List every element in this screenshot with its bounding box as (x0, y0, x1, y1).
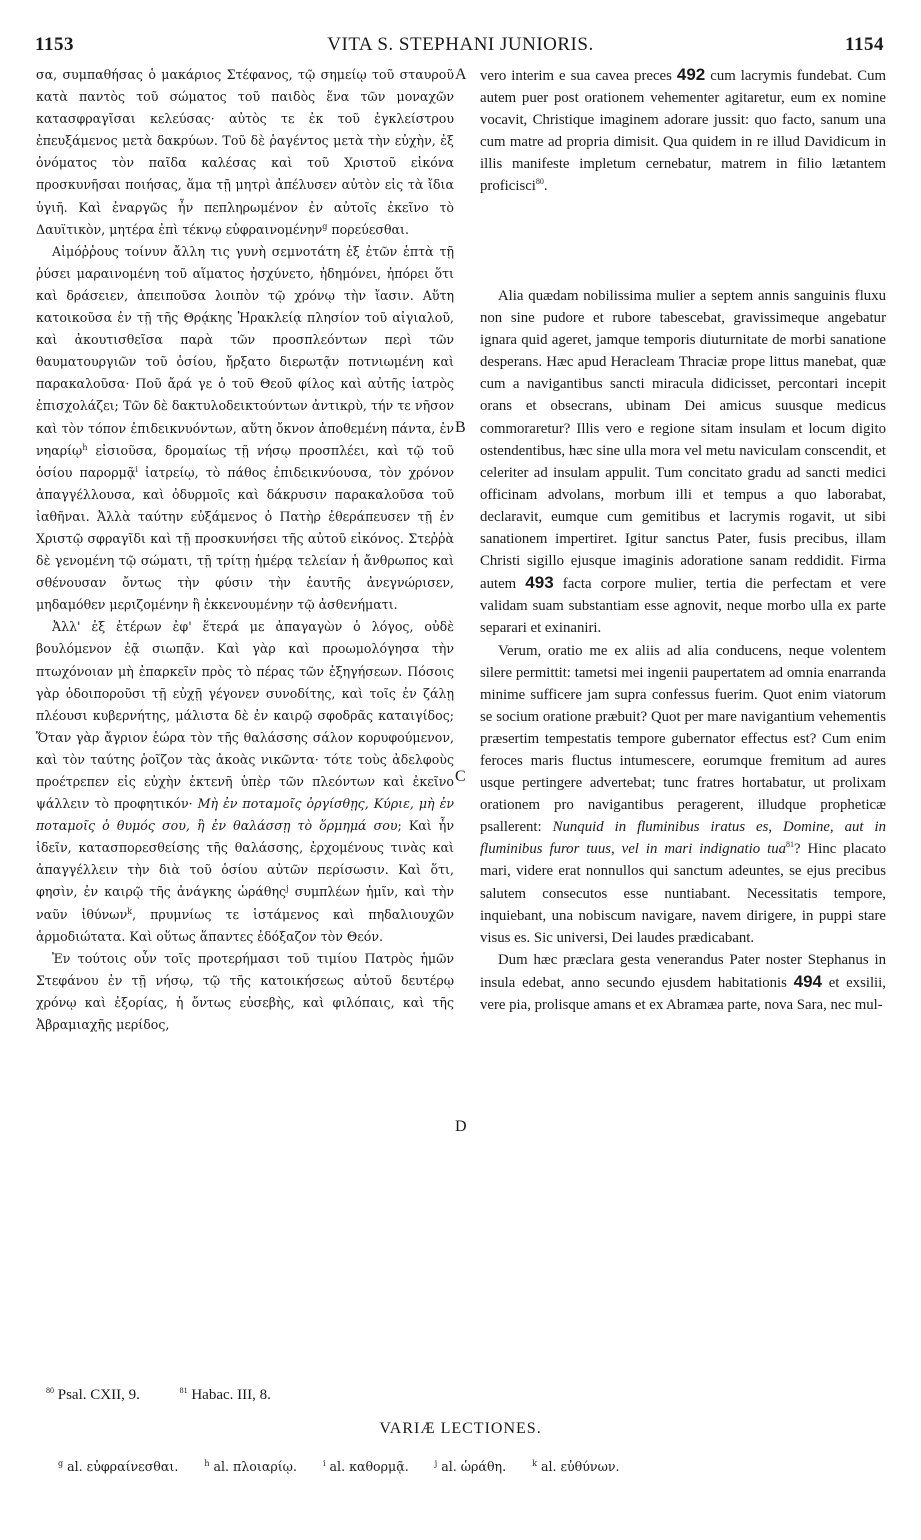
footnote: $^{81}$ Habac. III, 8. (179, 1386, 271, 1403)
latin-paragraph: Verum, oratio me ex aliis ad alia conducens, neque volentem silere permittit: tametsi mei ingenii paupertatem ad omnia enarranda minime sufficere jam supra confessus fuerim. Quot enim viatorum se socium oratione præbuit? Quot per mare navigantium vehementis præsertim tempestatis tempore gubernator effectus est? Cum enim feroces maris fluctus intumescere, eorumque fremitum ad aures usque pertingere advertebat; tunc fratres hortabatur, ut prolixam orationem pro navigantibus peragerent, illudque propheticæ psallerent: Nunquid in fluminibus iratus es, Domine, aut in fluminibus furor tuus, vel in mari indignatio tua$^{81}$? Hinc placato mari, videre erat nonnullos qui sanctum adeuntes, se ejus precibus salutem consecutos esse nuntiabant. Necessitatis tempore, inquiebant, una nobiscum navigare, navem dirigere, in puppi stare visus es. Sic universi, Dei laudes prædicabant. (480, 642, 886, 946)
section-marker-a: A (455, 66, 467, 83)
greek-paragraph: σα, συμπαθήσας ὁ μακάριος Στέφανος, τῷ σημείῳ τοῦ σταυροῦ κατὰ παντὸς τοῦ σώματος τοῦ παιδὸς ἕνα τῶν μοναχῶν κατασφραγῖσαι κελεύσας· αὐτὸς τε ἐκ τοῦ ἐγκλείστρου ἐπευξάμενος μετὰ δακρύων. Τοῦ δὲ ῥαγέντος μετὰ τὴν εὐχὴν, ἐξ ὀνόματος τὸν παῖδα καλέσας καὶ τοῦ Χριστοῦ εἰκόνα προσκυνῆσαι ποιήσας, ἅμα τῇ μητρὶ ἀπέλυσεν αὐτὸν εἰς τὰ ἴδια ὑγιῆ. Καὶ ἐναργῶς ἦν πεπληρωμένον ἐν αὐτοῖς ἐκεῖνο τὸ Δαυϊτικὸν, μητέρα ἐπὶ τέκνῳ εὐφραινομένην$^g$ πορεύεσθαι. (36, 67, 454, 237)
greek-column (36, 64, 454, 1036)
variant-mark: k (127, 906, 133, 916)
variant-reading: $^g$ al. εὐφραίνεσθαι. (58, 1458, 179, 1474)
column-number: 493 (525, 573, 554, 593)
running-title: VITA S. STEPHANI JUNIORIS. (327, 34, 594, 55)
latin-column-main (480, 285, 886, 1016)
latin-paragraph: vero interim e sua cavea preces 492 cum lacrymis fundebat. Cum autem puer post orationem vehementer agitaretur, eum ex nomine vocavit, Christique imaginem adorare jussit: quo facto, sanum una cum matre ad propria dimisit. Qua quidem in re illud Davidicum in illis manifeste impletum cernebatur, matrem in filio lætantem proficisci$^{80}$. (480, 65, 886, 195)
footnote-mark: 81 (786, 840, 794, 850)
variant-mark: g (322, 221, 328, 231)
variant-mark: i (135, 464, 138, 474)
greek-paragraph: Ἐν τούτοις οὖν τοῖς προτερήμασι τοῦ τιμίου Πατρὸς ἡμῶν Στεφάνου ἐν τῇ νήσῳ, τῷ τῆς κατοικήσεως αὐτοῦ δευτέρῳ χρόνῳ καὶ ἐξορίας, ἡ ὄντως εὐσεβὴς, καὶ φιλόπαις, καὶ τῆς Ἀβραμιαχῆς μερίδος, (36, 950, 454, 1033)
section-marker-c: C (455, 768, 466, 785)
footnote: $^{80}$ Psal. CXII, 9. (46, 1386, 140, 1403)
section-marker-d: D (455, 1118, 467, 1135)
footnote-mark: 80 (535, 177, 544, 187)
latin-paragraph: Dum hæc præclara gesta venerandus Pater noster Stephanus in insula edebat, anno secundo ejusdem habitationis 494 et exsilii, vere pia, prolisque amans et ex Abramæa parte, nova Sara, nec mul- (480, 951, 886, 1013)
greek-paragraph: Αἱμόῤῥους τοίνυν ἄλλη τις γυνὴ σεμνοτάτη ἐξ ἐτῶν ἑπτὰ τῇ ῥύσει μαραινομένη τοῦ αἵματος ἠσχύνετο, ἠδημόνει, ἠπόρει ὅτι καὶ δράσειεν, ἀπειποῦσα λοιπὸν τῷ χρόνῳ τὴν ἴασιν. Αὕτη κατοικοῦσα ἐν τῇ τῆς Θρᾴκης Ἡρακλείᾳ πλησίον τοῦ αἰγιαλοῦ, καὶ ἀκουτισθεῖσα παρὰ τῶν προσπλεόντων περὶ τῶν θαυματουργιῶν τοῦ ὁσίου, ἤρξατο διερωτᾷν ποτνιωμένη καὶ παρακαλοῦσα· Ποῦ ἄρά γε ὁ τοῦ Θεοῦ φίλος καὶ αὐτῆς ἰατρὸς ἐπισχολάζει; Τῶν δὲ δακτυλοδεικτούντων ἀντικρὺ, τήν τε νῆσον καὶ τὸν τόπον ἐπιδεικνυόντων, αὕτη ὄκνον ἀποθεμένη πάντα, ἐν νηαρίῳ$^h$ εἰσιοῦσα, δρομαίως τῇ νήσῳ προσπλέει, καὶ τῷ τοῦ ὁσίου παρορμᾷ$^i$ ἰατρείῳ, τὸ πάθος ἐπιδεικνύουσα, τὸν χρόνον ἀπαγγέλλουσα, καὶ ὀδυρμοῖς καὶ δάκρυσιν παρακαλοῦσα τοῦ ἰαθῆναι. Ἀλλὰ ταύτην εὐξάμενος ὁ Πατὴρ ἐθεράπευσεν τῇ ἐν Χριστῷ σφραγῖδι καὶ τῇ προσκυνήσει τῆς αὐτοῦ εἰκόνος. Στεῤῥὰ δὲ γενομένη τῷ σώματι, τῇ τρίτῃ ἡμέρᾳ τελείαν ἡ ἄνθρωπος καὶ σθένουσαν ὄντως τὴν φύσιν τὴν ἑαυτῆς ἀνεγνώρισεν, μηδαμόθεν μεριζομένην ἢ ἐκκενουμένην τῷ ἀσθενήματι. (36, 243, 455, 613)
variant-mark: h (82, 442, 88, 452)
footnotes (46, 1387, 307, 1404)
scripture-quote: Nunquid in fluminibus iratus es, Domine, aut in fluminibus furor tuus, vel in mari indignatio tua (480, 819, 886, 858)
variant-mark: j (286, 884, 289, 894)
column-number: 494 (793, 971, 822, 991)
latin-paragraph: Alia quædam nobilissima mulier a septem annis sanguinis fluxu non sine pudore et rubore tabescebat, gravissimeque angebatur ignara quid ageret, jamque temporis diuturnitate de morbi sanatione desperans. Hæc apud Heracleam Thraciæ prope littus manebat, quæ cum a navigantibus sancti miracula didicisset, percontari incepit orans et obsecrans, ubinam Dei amicus suusque medicus commoraretur? Illis vero e regione sitam insulam et locum digito ostendentibus, hæc sine ulla mora vel metu naviculam conscendit, et celeriter ad insulam appulit. Tum concitato gradu ad sancti medici officinam advolans, morbum illi et tempus a quo laborabat, declaravit, eumque cum gemitibus et lacrymis rogavit, ut sibi sanationem impertiret. Igitur sanctus Pater, fusis precibus, illam Christi sigillo ejusque imaginis adoratione sanam reddidit. Firma autem 493 facta corpore mulier, tertia die perfectam et vere validam suam substantiam esse agnovit, neque morbo ulla ex parte separari et exinaniri. (480, 288, 886, 637)
latin-column-top (480, 64, 886, 198)
column-number: 492 (676, 65, 706, 84)
scripture-quote: Μὴ ἐν ποταμοῖς ὀργίσθῃς, Κύριε, μὴ ἐν ποταμοῖς ὁ θυμός σου, ἢ ἐν θαλάσσῃ τὸ ὅρμημά σου (36, 796, 454, 834)
variant-reading: $^h$ al. πλοιαρίῳ. (204, 1458, 297, 1474)
right-page-number: 1154 (845, 34, 884, 55)
left-page-number: 1153 (35, 34, 74, 55)
variae-lectiones (58, 1459, 642, 1474)
variant-reading: $^k$ al. εὐθύνων. (532, 1458, 620, 1474)
greek-paragraph: Ἀλλ' ἐξ ἑτέρων ἐφ' ἕτερά με ἀπαγαγὼν ὁ λόγος, οὐδὲ βουλόμενον ἐᾷ σιωπᾷν. Καὶ γὰρ καὶ προωμολόγησα τὴν πτωχόνοιαν μὴ ἐπαρκεῖν πρὸς τὸ πέρας τῶν ἐξηγήσεων. Πόσοις γὰρ ὁδοιποροῦσι τῇ εὐχῇ γέγονεν συνοδίτης, καὶ τοῖς ἐν ζάλῃ πλέουσι κυβερνήτης, μάλιστα δὲ ἐν καιρῷ σφοδρᾶς καταιγίδος; Ὅταν γὰρ ἄγριον ἑώρα τὸν τῆς θαλάσσης σάλον κορυφούμενον, καὶ τὸν ταύτης ῥοῖζον τὰς ἀκοὰς νικῶντα· τότε τοὺς ἀδελφοὺς προέτρεπεν εἰς εὐχὴν ἐκτενῆ ὑπὲρ τῶν πλεόντων καὶ ἐκεῖνο ψάλλειν τὸ προφητικόν· Μὴ ἐν ποταμοῖς ὀργίσθῃς, Κύριε, μὴ ἐν ποταμοῖς ὁ θυμός σου, ἢ ἐν θαλάσσῃ τὸ ὅρμημά σου; Καὶ ἦν ἰδεῖν, κατασπορεσθείσης τῆς θαλάσσης, ἐρχομένους τινὰς καὶ ἀπαγγέλλειν τὴν διὰ τοῦ ὁσίου αὐτῶν περίσωσιν. Καὶ ὅτι, φησὶν, ἐν καιρῷ τῆς ἀνάγκης ὡράθης$^j$ συμπλέων ἡμῖν, καὶ τὴν ναῦν ἰθύνων$^k$, πρυμνίως τε ἱστάμενος καὶ πηδαλιουχῶν ἁρμοδιώτατα. Καὶ οὕτως ἅπαντες ἐδόξαζον τὸν Θεόν. (36, 619, 454, 944)
section-marker-b: B (455, 419, 466, 436)
variae-lectiones-heading: VARIÆ LECTIONES. (379, 1420, 542, 1437)
variant-reading: $^j$ al. ὡράθη. (434, 1458, 507, 1474)
variant-reading: $^i$ al. καθορμᾷ. (322, 1458, 409, 1474)
